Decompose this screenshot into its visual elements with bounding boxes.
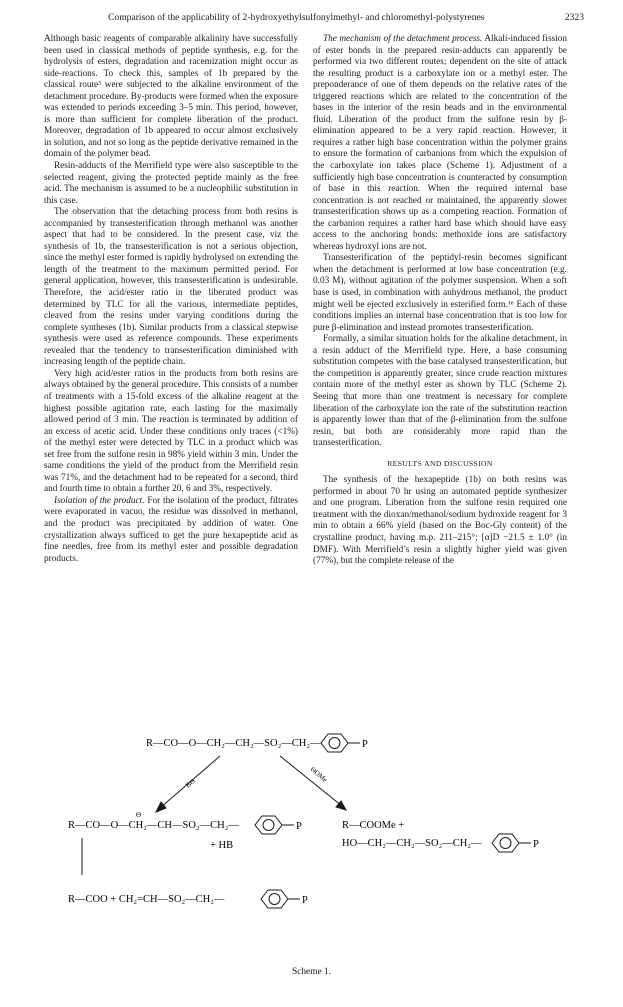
paragraph <box>44 496 298 565</box>
arrow-right-icon <box>280 756 346 810</box>
byproduct-label: + HB <box>210 840 234 851</box>
paragraph-text: Alkali-induced fission of ester bonds in the prepared resin-adducts can apparently be performed via two different routes; dependent on the site of attack the resulting product is a carboxylate ion or a methyl ester. The preponderance of one of them depends on the relative rates of the triggered reactions which are related to the concentration of the bases in the interior of the resin beads and in the environmental fluid. Liberation of the product from the sulfone resin by β-elimination appeared to be a very rapid reaction. However, it requires a rather high base concentration within the polymer grains to ensure the formation of carbanions from which the expulsion of the carboxylate ion takes place (Scheme 1). Adjustment of a sufficiently high base concentration is counteracted by consumption of base in this reaction. When the required internal base concentration is not reached or maintained, the apparently slower transesterification shows up as a competing reaction. Formation of the carbanion requires a rather hard base which should have easy access to the anchoring bonds: methoxide ions are satisfactory whereas hydroxyl ions are not. <box>313 34 567 252</box>
right-column <box>313 34 567 568</box>
left-column <box>44 34 298 565</box>
scheme-bottom-formula: R—COO + CH₂=CH—SO₂—CH₂— <box>68 894 225 905</box>
benzene-ring-icon <box>321 734 360 752</box>
benzene-ring-icon <box>255 816 294 834</box>
scheme-carbanion-formula: R—CO—O—CH₂—CH—SO₂—CH₂— <box>68 820 239 831</box>
paragraph: Formally, a similar situation holds for the alkaline detachment, in a resin adduct of the Merrifield type. Here, a base consuming substitution competes with the base catalysed transesterification, but the competition is apparently greater, since crude reaction mixtures contain more of the methyl ester as shown by TLC (Scheme 2). Seeing that more than one treatment is necessary for complete liberation of the carboxylate ion the rate of the substitution reaction is apparently lower than that of the β-elimination from the sulfone resin, but both are considerably more rapid than the transesterification. <box>313 334 567 449</box>
paragraph <box>313 34 567 253</box>
paragraph-text: For the isolation of the product, filtrates were evaporated in vacuo, the residue was dissolved in methanol, and the product was precipitated by addition of water. One crystallization always sufficed to get the pure hexapeptide acid as fine needles, free from its methyl ester and possible degradation products. <box>44 495 298 564</box>
polymer-label: P <box>533 839 539 850</box>
charge-label: Θ <box>136 811 142 819</box>
paragraph: Resin-adducts of the Merrifield type were also susceptible to the selected reagent, giving the protected peptide mainly as the free acid. The mechanism is assumed to be a nucleophilic substitution in this case. <box>44 161 298 206</box>
paragraph: Transesterification of the peptidyl-resin becomes significant when the detachment is performed at low base concentration (e.g. 0.03 M), without agitation of the polymer suspension. When a soft base is used, in combination with anhydrous methanol, the product might well be ejected exclusively in esterified form.¹⁶ Each of these conditions implies an internal base concentration that is too low for pure β-elimination and instead promotes transesterification. <box>313 253 567 333</box>
paragraph: Although basic reagents of comparable alkalinity have successfully been used in classical methods of peptide synthesis, e.g. for the hydrolysis of esters, degradation and racemization might occur as side-reactions. To check this, samples of 1b prepared by the classical route³ were subjected to the alkaline environment of the detachment procedure. By-products were formed when the exposure was extended to periods exceeding 3–5 min. This period, however, is more than sufficient for complete liberation of the product. Moreover, degradation of 1b appeared to occur almost exclusively in solution, and not so long as the peptide derivative remained in the domain of the polymer bead. <box>44 34 298 160</box>
paragraph: The observation that the detaching process from both resins is accompanied by transesterification through methanol was another aspect that had to be considered. In the present case, viz the synthesis of 1b, the transesterification is not a serious objection, since the methyl ester formed is rapidly hydrolysed on extending the length of the treatment to the maximum permitted period. For general application, however, this transesterification is undesirable. Therefore, the acid/ester ratio in the liberated product was determined by TLC for all the various, intermediate peptides, cleaved from the resins under varying conditions during the complete syntheses (1b). Similar products from a classical stepwise synthesis were used as reference compounds. These experiments revealed that the tendency to transesterification diminished with increasing length of the peptide chain. <box>44 207 298 368</box>
reaction-scheme <box>60 730 580 960</box>
paragraph: The synthesis of the hexapeptide (1b) on both resins was performed in about 70 hr using an automated peptide synthesizer and one program. Liberation from the sulfone resin required one treatment with the dioxan/methanol/sodium hydroxide reagent for 3 min to obtain a 66% yield (based on the Boc-Gly content) of the crystalline product, having m.p. 211–215°; [α]D −21.5 ± 1.0° (in DMF). With Merrifield’s resin a slightly higher yield was given (77%), but the complete release of the <box>313 475 567 567</box>
alcohol-resin-formula: HO—CH₂—CH₂—SO₂—CH₂— <box>342 838 482 849</box>
polymer-label: P <box>362 739 368 750</box>
polymer-label: P <box>296 821 302 832</box>
scheme-top-formula: R—CO—O—CH₂—CH₂—SO₂—CH₂— <box>146 738 321 749</box>
section-run-in-heading: The mechanism of the detachment process. <box>323 34 483 44</box>
page-number: 2323 <box>564 12 584 23</box>
running-header <box>44 12 584 26</box>
scheme-caption: Scheme 1. <box>291 967 332 977</box>
paragraph: Very high acid/ester ratios in the products from both resins are always obtained by the general procedure. This consists of a number of treatments with a 15-fold excess of the alkaline reagent at the highest possible agitation rate, each lasting for the maximally allowed period of 3 min. The reaction is terminated by addition of an excess of acetic acid. Under these conditions only traces (<1%) of the methyl ester were detected by TLC in a product which was set free from the sulfone resin in 98% yield within 3 min. Under the same conditions the yield of the product from the Merrifield resin was 71%, and the detachment had to be repeated for a second, third and fourth time to obtain a further 20, 6 and 3%, respectively. <box>44 368 298 495</box>
base-label: BΘ <box>184 777 197 790</box>
scheme-diagram <box>60 730 580 960</box>
methoxide-label: ΘOMe <box>308 765 329 785</box>
benzene-ring-icon <box>492 834 531 852</box>
section-run-in-heading: Isolation of the product. <box>54 495 145 506</box>
polymer-label: P <box>302 895 308 906</box>
ester-product: R—COOMe + <box>342 820 405 831</box>
benzene-ring-icon <box>261 890 300 908</box>
running-title: Comparison of the applicability of 2-hydroxyethylsulfonylmethyl- and chloromethyl-polystyrenes <box>108 12 485 23</box>
section-heading: RESULTS AND DISCUSSION <box>387 458 493 468</box>
